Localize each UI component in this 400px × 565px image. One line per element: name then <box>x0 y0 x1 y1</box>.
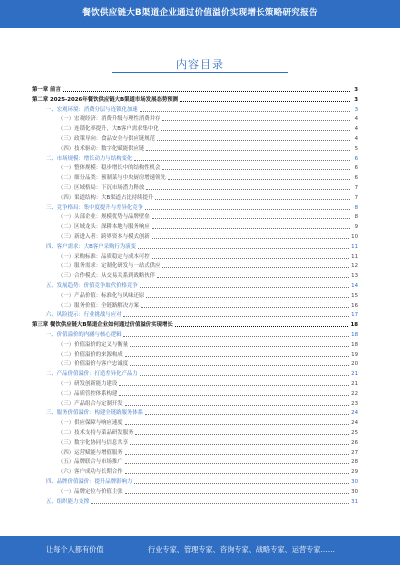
toc-dot-leader <box>157 140 350 141</box>
toc-dot-leader <box>146 150 350 151</box>
toc-entry[interactable] <box>46 329 358 338</box>
toc-entry[interactable] <box>58 349 358 358</box>
toc-entry[interactable] <box>58 172 358 181</box>
toc-entry-title: 一、价值溢价的内涵与核心逻辑 <box>46 332 122 338</box>
toc-entry-page: 4 <box>354 136 358 142</box>
toc-entry[interactable] <box>58 231 358 240</box>
toc-entry-title: 二、市场规模：增长动力与结构变化 <box>46 155 133 162</box>
toc-entry[interactable] <box>58 388 358 397</box>
toc-entry-page: 16 <box>351 302 358 309</box>
toc-dot-leader <box>138 248 349 249</box>
toc-entry-page: 22 <box>351 390 358 397</box>
toc-entry-page: 24 <box>351 420 358 427</box>
toc-dot-leader <box>135 434 349 435</box>
toc-entry[interactable] <box>58 270 358 279</box>
toc-entry-title: （三）产品组合与定制开发 <box>58 400 123 407</box>
toc-entry-title: （一）头部企业：规模优势与品牌壁垒 <box>58 214 150 221</box>
toc-entry-page: 10 <box>351 234 358 240</box>
toc-entry[interactable] <box>46 104 358 113</box>
toc-dot-leader <box>162 267 349 268</box>
toc-entry[interactable] <box>58 447 358 456</box>
toc-entry-title: （三）价值溢价与客户忠诚度 <box>58 361 129 368</box>
toc-entry-page: 6 <box>354 165 358 172</box>
toc-entry-title: （一）品牌定位与价值主张 <box>58 488 123 495</box>
toc-entry[interactable] <box>58 456 358 465</box>
toc-entry[interactable] <box>46 407 358 416</box>
toc-entry-title: 二、产品价值溢价：打造差异化产品力 <box>46 371 138 378</box>
toc-entry[interactable] <box>58 113 358 122</box>
toc-entry-title: （三）新进入者：跨界资本与模式创新 <box>58 234 150 240</box>
toc-entry-title: 四、品牌价值溢价：提升品牌影响力 <box>46 479 133 485</box>
toc-entry-title: （二）连锁化率提升，大B客户需求集中化 <box>58 126 159 133</box>
toc-entry[interactable] <box>46 476 358 485</box>
toc-entry[interactable] <box>32 319 358 328</box>
toc-entry-title: （三）合作模式：从交易关系到战略伙伴 <box>58 273 156 280</box>
toc-dot-leader <box>152 228 350 229</box>
toc-entry-page: 15 <box>351 292 358 299</box>
toc-entry[interactable] <box>46 496 358 505</box>
toc-entry-title: 一、宏观环境：消费分层与连锁化加速 <box>46 106 138 113</box>
toc-entry-page: 21 <box>351 381 358 387</box>
toc-entry-title: （一）研发创新能力建设 <box>58 381 118 387</box>
toc-entry[interactable] <box>58 300 358 309</box>
toc-entry-page: 3 <box>354 106 358 113</box>
toc-entry-page: 6 <box>354 175 358 182</box>
toc-entry-page: 26 <box>351 439 358 446</box>
toc-entry-page: 14 <box>351 283 358 289</box>
toc-entry[interactable] <box>58 260 358 269</box>
toc-entry-title: （一）产品价值：标准化与风味还原 <box>58 292 145 299</box>
toc-entry-title: （二）品质管控体系构建 <box>58 390 118 397</box>
toc-dot-leader <box>125 356 349 357</box>
toc-entry-title: （四）渠道结构：大B渠道占比持续提升 <box>58 194 154 201</box>
report-title: 餐饮供应链大B渠道企业通过价值溢价实现增长策略研究报告 <box>82 8 318 18</box>
toc-entry-title: （二）服务价值：全链路解决方案 <box>58 302 139 309</box>
toc-dot-leader <box>140 375 349 376</box>
toc-dot-leader <box>130 346 349 347</box>
toc-entry[interactable] <box>58 417 358 426</box>
toc-heading: 内容目录 <box>176 58 224 71</box>
toc-entry-page: 7 <box>354 194 358 201</box>
toc-entry[interactable] <box>58 437 358 446</box>
toc-entry-page: 4 <box>354 116 358 123</box>
toc-entry-title: （二）区域龙头：深耕本地与服务响应 <box>58 224 150 231</box>
toc-entry[interactable] <box>32 84 358 93</box>
toc-entry-page: 28 <box>351 459 358 466</box>
toc-entry-page: 20 <box>351 361 358 368</box>
toc-entry-title: （六）客户成功与长期合作 <box>58 469 123 476</box>
footer-expert-list: 行业专家、管理专家、咨询专家、战略专家、运营专家…… <box>148 545 335 554</box>
toc-entry-title: （三）政策导向：食品安全与供应链规范 <box>58 136 156 142</box>
toc-entry-page: 12 <box>351 263 358 270</box>
toc-entry-page: 21 <box>351 371 358 378</box>
toc-entry[interactable] <box>58 398 358 407</box>
toc-dot-leader <box>91 503 349 504</box>
toc-entry[interactable] <box>58 211 358 220</box>
toc-dot-leader <box>125 493 349 494</box>
toc-dot-leader <box>125 473 349 474</box>
toc-entry-title: （三）区域格局：下沉市场潜力释放 <box>58 185 145 191</box>
toc-dot-leader <box>119 385 349 386</box>
toc-entry-page: 7 <box>354 185 358 191</box>
toc-entry-page: 11 <box>351 253 358 260</box>
footer-bar <box>0 536 400 565</box>
toc-entry-title: （四）技术驱动：数字化赋能供应链 <box>58 145 145 152</box>
toc-entry-page: 13 <box>351 273 358 280</box>
toc-entry[interactable] <box>58 251 358 260</box>
toc-entry-page: 18 <box>350 322 358 329</box>
toc-entry-title: （二）细分品类：预制菜与中央厨房增速领先 <box>58 175 166 182</box>
toc-dot-leader <box>119 395 349 396</box>
toc-dot-leader <box>152 218 350 219</box>
toc-dot-leader <box>155 199 350 200</box>
toc-entry[interactable] <box>58 427 358 436</box>
toc-entry-title: （一）整体规模：稳步增长中的结构性机会 <box>58 165 161 172</box>
toc-entry-title: （一）采购标准：品质稳定与成本可控 <box>58 253 150 260</box>
toc-dot-leader <box>146 189 350 190</box>
toc-entry-page: 31 <box>351 498 358 505</box>
toc-dot-leader <box>146 297 349 298</box>
toc-entry-title: 第一章 前言 <box>32 87 61 93</box>
toc-entry-title: （三）数字化协同与信息共享 <box>58 439 129 446</box>
toc-entry-title: （二）服务需求：定制化研发与一站式供应 <box>58 263 161 270</box>
toc-dot-leader <box>130 365 349 366</box>
toc-dot-leader <box>140 287 349 288</box>
toc-entry-page: 3 <box>354 87 358 93</box>
toc-entry[interactable] <box>58 486 358 495</box>
toc-entry-page: 4 <box>354 126 358 133</box>
toc-entry[interactable] <box>32 94 358 103</box>
toc-entry[interactable] <box>58 290 358 299</box>
toc-entry-page: 24 <box>351 410 358 417</box>
toc-entry-title: （一）宏观经济：消费升级与理性消费并存 <box>58 116 161 123</box>
toc-entry-page: 11 <box>351 243 358 250</box>
toc-entry[interactable] <box>58 123 358 132</box>
header-bar <box>0 0 400 28</box>
table-of-contents <box>0 84 400 514</box>
toc-entry-title: （二）技术支持与菜品研发服务 <box>58 430 134 436</box>
toc-dot-leader <box>175 326 349 327</box>
toc-entry[interactable] <box>58 221 358 230</box>
toc-dot-leader <box>63 91 350 92</box>
toc-dot-leader <box>130 444 349 445</box>
toc-entry-title: 三、竞争格局：集中度提升与差异化竞争 <box>46 204 144 211</box>
toc-entry-page: 8 <box>354 214 358 221</box>
toc-entry[interactable] <box>46 241 358 250</box>
toc-entry-page: 30 <box>351 479 358 485</box>
toc-heading-rule <box>112 72 288 73</box>
toc-dot-leader <box>162 169 350 170</box>
toc-dot-leader <box>125 454 349 455</box>
toc-entry[interactable] <box>58 133 358 142</box>
toc-entry[interactable] <box>46 309 358 318</box>
toc-entry-page: 3 <box>354 96 358 103</box>
toc-dot-leader <box>145 209 350 210</box>
footer-slogan: 让每个人都有价值 <box>46 545 104 554</box>
toc-dot-leader <box>145 414 349 415</box>
toc-entry-title: 五、组织能力支撑 <box>46 498 90 505</box>
toc-entry-title: （四）运营赋能与增值服务 <box>58 449 123 456</box>
toc-dot-leader <box>152 258 349 259</box>
toc-entry-title: 第三章 餐饮供应链大B渠道企业如何通过价值溢价实现增长 <box>32 322 173 329</box>
toc-entry-page: 6 <box>354 155 358 162</box>
toc-entry-title: （五）品牌联合与市场推广 <box>58 459 123 466</box>
toc-entry-page: 30 <box>351 488 358 495</box>
toc-dot-leader <box>125 463 349 464</box>
toc-dot-leader <box>157 277 349 278</box>
toc-entry[interactable] <box>46 368 358 377</box>
toc-entry-page: 29 <box>351 469 358 476</box>
toc-entry-page: 18 <box>351 332 358 338</box>
toc-entry-page: 8 <box>354 204 358 211</box>
toc-entry-title: 三、服务价值溢价：构建全链路服务体系 <box>46 410 144 417</box>
toc-entry-page: 27 <box>351 449 358 456</box>
toc-entry[interactable] <box>58 378 358 387</box>
toc-entry-page: 17 <box>351 312 358 319</box>
toc-entry[interactable] <box>46 202 358 211</box>
toc-dot-leader <box>125 424 349 425</box>
toc-entry-title: （二）价值溢价的来源构成 <box>58 351 123 358</box>
toc-dot-leader <box>125 405 349 406</box>
toc-entry[interactable] <box>58 466 358 475</box>
toc-entry-title: 第二章 2025-2026年餐饮供应链大B渠道市场发展态势预测 <box>32 96 179 103</box>
toc-dot-leader <box>123 336 349 337</box>
toc-dot-leader <box>161 130 350 131</box>
toc-dot-leader <box>168 179 350 180</box>
toc-entry-title: （一）供应保障与响应速度 <box>58 420 123 427</box>
toc-entry[interactable] <box>58 339 358 348</box>
toc-dot-leader <box>140 111 350 112</box>
toc-dot-leader <box>134 160 350 161</box>
toc-entry[interactable] <box>58 192 358 201</box>
toc-entry[interactable] <box>58 182 358 191</box>
toc-entry[interactable] <box>58 143 358 152</box>
toc-entry-page: 9 <box>354 224 358 231</box>
toc-dot-leader <box>152 238 349 239</box>
toc-entry[interactable] <box>46 153 358 162</box>
toc-entry[interactable] <box>58 162 358 171</box>
toc-entry-page: 19 <box>351 351 358 358</box>
toc-entry-title: 四、客户需求：大B客户采购行为演变 <box>46 243 136 250</box>
toc-entry-page: 18 <box>351 341 358 348</box>
toc-entry-title: 六、风险提示：行业挑战与应对 <box>46 312 122 319</box>
toc-entry-page: 25 <box>351 430 358 436</box>
toc-entry-page: 5 <box>354 145 358 152</box>
toc-entry[interactable] <box>46 280 358 289</box>
toc-entry-title: 五、发展趋势：价值竞争取代价格竞争 <box>46 283 138 289</box>
toc-entry-page: 23 <box>351 400 358 407</box>
toc-dot-leader <box>141 307 349 308</box>
toc-dot-leader <box>134 483 349 484</box>
toc-dot-leader <box>180 101 350 102</box>
toc-entry-title: （一）价值溢价的定义与衡量 <box>58 341 129 348</box>
toc-entry[interactable] <box>58 358 358 367</box>
toc-dot-leader <box>162 120 350 121</box>
toc-dot-leader <box>123 316 349 317</box>
